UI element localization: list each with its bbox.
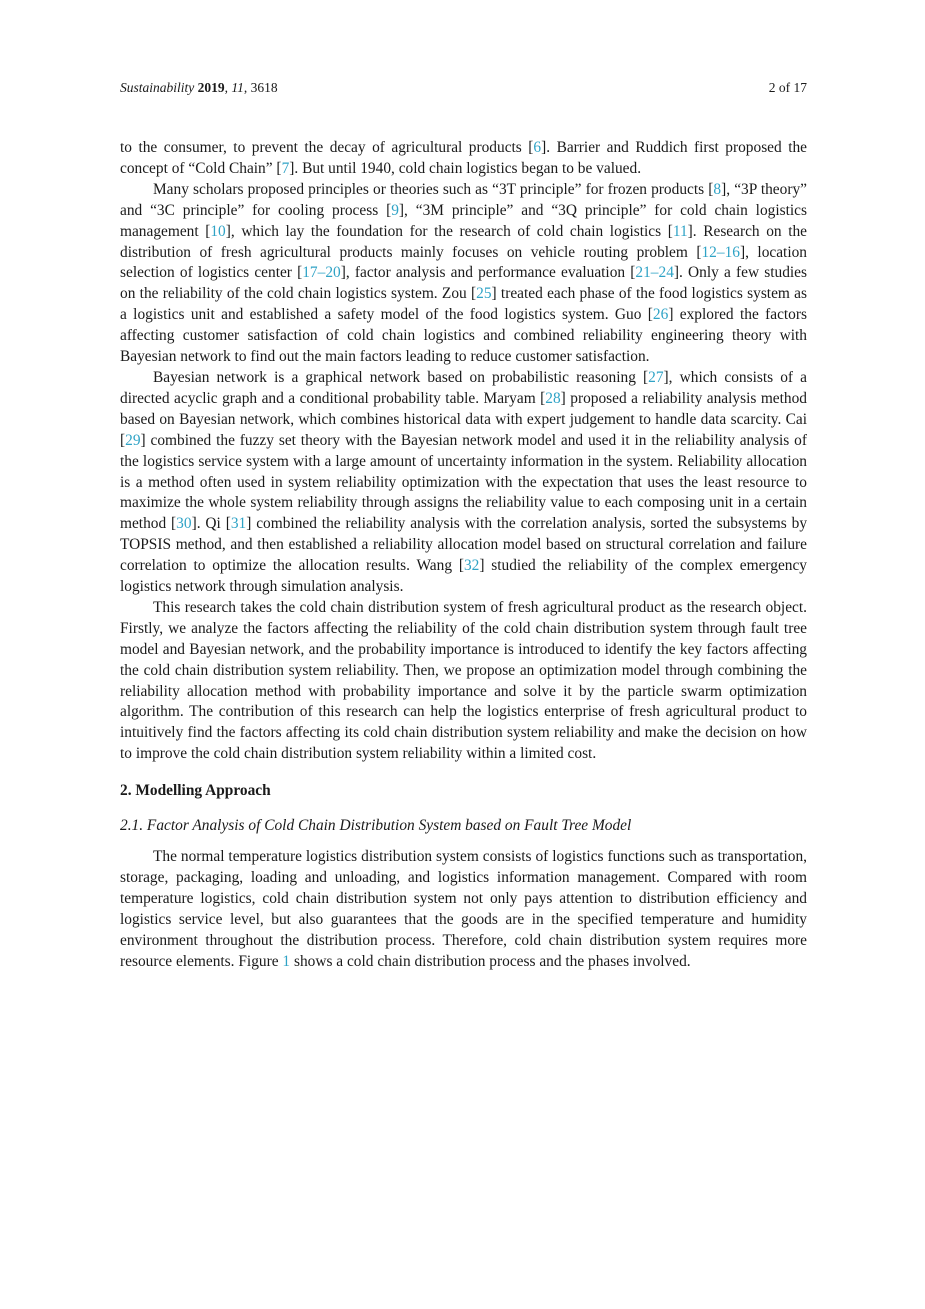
citation-link[interactable]: – (650, 264, 659, 282)
paragraph (120, 847, 807, 972)
citation-link[interactable]: 32 (463, 557, 480, 575)
citation-link[interactable]: 31 (230, 515, 247, 533)
citation-link[interactable]: 25 (476, 285, 492, 303)
citation-link[interactable]: 26 (652, 306, 669, 324)
text-segment: ]. Qi [ (191, 515, 231, 533)
text-segment: ], factor analysis and performance evaluation [ (340, 264, 636, 282)
text-segment: ]. But until 1940, cold chain logistics began to be valued. (289, 159, 642, 177)
citation-link[interactable]: 17 (302, 264, 318, 282)
text-segment: ] treated each phase of the food logistics system as a logistics unit and established a safety model of the food logistics system. Guo [ (120, 285, 807, 324)
text-segment: ], “3M principle” and “3Q principle” for cold chain logistics management [ (120, 201, 807, 240)
text-segment: ] combined the fuzzy set theory with the Bayesian network model and used it in the reliability analysis of the logistics service system with a large amount of uncertainty information in the system. Reliability allocation is a method often used in system reliability optimization with the expectation that uses the least resource to maximize the whole system reliability through assigns the reliability value to each composing unit in a certain method [ (120, 431, 807, 533)
paragraph (120, 180, 807, 368)
journal-reference-segment: , 3618 (243, 80, 278, 95)
paragraph (120, 368, 807, 598)
text-segment: ] explored the factors affecting customer satisfaction of cold chain logistics and combined reliability engineering theory with Bayesian network to find out the main factors leading to reduce customer satisfaction. (120, 306, 807, 366)
section-heading: 2. Modelling Approach (120, 782, 271, 800)
citation-link[interactable]: 16 (724, 243, 740, 261)
paragraph (120, 598, 807, 765)
text-segment: shows a cold chain distribution process and the phases involved. (290, 952, 691, 970)
journal-reference-segment: 2019 (197, 80, 225, 95)
citation-link[interactable]: 8 (713, 180, 722, 198)
citation-link[interactable]: 7 (281, 159, 290, 177)
text-segment: This research takes the cold chain distribution system of fresh agricultural product as the research object. Firstly, we analyze the factors affecting the reliability of the cold chain distribution system through fault tree model and Bayesian network, and the probability importance is introduced to identify the key factors affecting the cold chain distribution system reliability. Then, we propose an optimization model through combining the reliability allocation method with probability importance and solve it by the particle swarm optimization algorithm. The contribution of this research can help the logistics enterprise of fresh agricultural product to intuitively find the factors affecting its cold chain distribution system reliability and make the decision on how to improve the cold chain distribution system reliability within a limited cost. (120, 598, 807, 763)
journal-reference-segment: , (224, 80, 232, 95)
text-segment: ], which lay the foundation for the research of cold chain logistics [ (225, 222, 673, 240)
citation-link[interactable]: 10 (210, 222, 226, 240)
citation-link[interactable]: 24 (658, 264, 674, 282)
text-segment: to the consumer, to prevent the decay of agricultural products [ (120, 139, 534, 156)
citation-link[interactable]: 29 (125, 431, 141, 449)
article-body (120, 138, 807, 972)
citation-link[interactable]: – (317, 264, 326, 282)
page-header (120, 80, 807, 96)
page-number: 2 of 17 (768, 80, 807, 95)
citation-link[interactable]: 9 (391, 201, 399, 219)
paragraph (120, 138, 807, 180)
citation-link[interactable]: 27 (648, 368, 664, 386)
text-segment: ] studied the reliability of the complex emergency logistics network through simulation analysis. (120, 557, 807, 596)
text-segment: ] combined the reliability analysis with the correlation analysis, sorted the subsystems by TOPSIS method, and then established a reliability allocation model based on structural correlation and failure correlation to optimize the allocation results. Wang [ (120, 515, 808, 575)
citation-link[interactable]: 20 (325, 264, 341, 282)
subsection-heading: 2.1. Factor Analysis of Cold Chain Distribution System based on Fault Tree Model (120, 817, 632, 835)
text-segment: Many scholars proposed principles or theories such as “3T principle” for frozen products [ (153, 180, 714, 198)
citation-link[interactable]: 30 (176, 515, 192, 533)
journal-reference-segment: 11 (231, 80, 244, 95)
text-segment: ] proposed a reliability analysis method based on Bayesian network, which combines historical data with expert judgement to handle data scarcity. Cai [ (120, 389, 807, 449)
journal-reference-segment: Sustainability (120, 80, 195, 95)
citation-link[interactable]: 6 (533, 139, 542, 156)
citation-link[interactable]: 21 (635, 264, 651, 282)
text-segment: ]. Research on the distribution of fresh agricultural products mainly focuses on vehicle routing problem [ (120, 222, 808, 261)
text-segment: ], which consists of a directed acyclic graph and a conditional probability table. Maryam [ (120, 368, 807, 407)
citation-link[interactable]: 28 (545, 389, 561, 407)
text-segment: Bayesian network is a graphical network based on probabilistic reasoning [ (153, 368, 649, 386)
citation-link[interactable]: 12 (701, 243, 717, 261)
text-segment: ], location selection of logistics center [ (120, 243, 807, 282)
citation-link[interactable]: – (716, 243, 725, 261)
text-segment: The normal temperature logistics distribution system consists of logistics functions such as transportation, storage, packaging, loading and unloading, and logistics information management. Compared with room temperature logistics, cold chain distribution system not only pays attention to distribution efficiency and logistics service level, but also guarantees that the goods are in the specified temperature and humidity environment throughout the distribution process. Therefore, cold chain distribution system requires more resource elements. Figure (120, 848, 807, 970)
citation-link[interactable]: 1 (282, 952, 291, 970)
journal-reference (120, 80, 278, 96)
text-segment: ]. Barrier and Ruddich first proposed the concept of “Cold Chain” [ (120, 139, 807, 177)
citation-link[interactable]: 11 (672, 222, 688, 240)
text-segment: ]. Only a few studies on the reliability of the cold chain logistics system. Zou [ (120, 264, 807, 303)
text-segment: ], “3P theory” and “3C principle” for cooling process [ (120, 180, 807, 219)
